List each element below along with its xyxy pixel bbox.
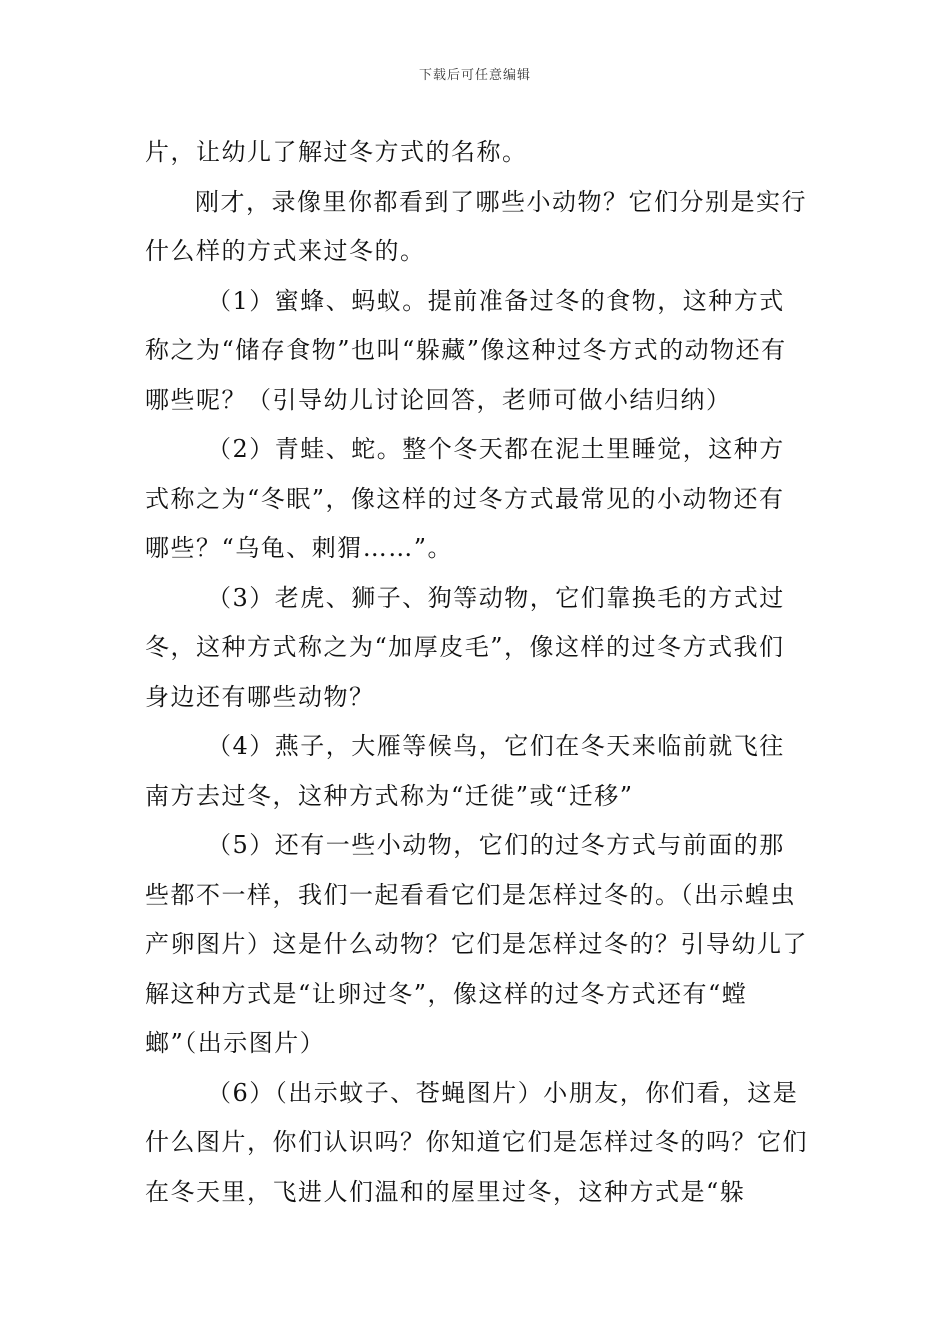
paragraph-item-3: （3）老虎、狮子、狗等动物，它们靠换毛的方式过冬，这种方式称之为“加厚皮毛”，像这样的过冬方式我们身边还有哪些动物？ [145, 583, 785, 711]
paragraph-item-4: （4）燕子，大雁等候鸟，它们在冬天来临前就飞往南方去过冬，这种方式称为“迁徙”或“迁移” [145, 732, 785, 810]
paragraph-question: 刚才，录像里你都看到了哪些小动物？它们分别是实行什么样的方式来过冬的。 [145, 187, 807, 265]
paragraph-item-2: （2）青蛙、蛇。整个冬天都在泥土里睡觉，这种方式称之为“冬眠”，像这样的过冬方式最常见的小动物还有哪些？“乌龟、刺猬……”。 [145, 435, 785, 562]
paragraph-item-1: （1）蜜蜂、蚂蚁。提前准备过冬的食物，这种方式称之为“储存食物”也叫“躲藏”像这种过冬方式的动物还有哪些呢？（引导幼儿讨论回答，老师可做小结归纳） [145, 286, 787, 414]
paragraph-item-5: （5）还有一些小动物，它们的过冬方式与前面的那些都不一样，我们一起看看它们是怎样过冬的。（出示蝗虫产卵图片）这是什么动物？它们是怎样过冬的？引导幼儿了解这种方式是“让卵过冬”，像这样的过冬方式还有“螳螂”（出示图片） [145, 831, 808, 1057]
page-header: 下载后可任意编辑 [418, 68, 531, 83]
paragraph-continuation: 片，让幼儿了解过冬方式的名称。 [145, 138, 528, 166]
document-body [145, 128, 810, 1217]
paragraph-item-6: （6）（出示蚊子、苍蝇图片）小朋友，你们看，这是什么图片，你们认识吗？你知道它们是怎样过冬的吗？它们在冬天里，飞进人们温和的屋里过冬，这种方式是“躲 [145, 1078, 808, 1206]
